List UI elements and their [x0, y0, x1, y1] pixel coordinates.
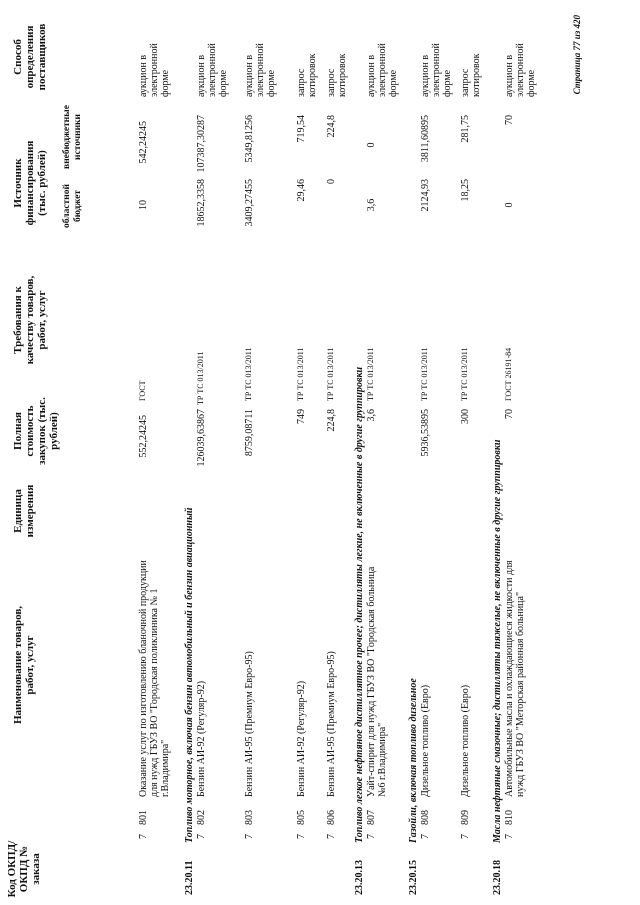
group-code: 23.20.11 — [184, 860, 195, 895]
row-method: аукцион в электронной форме — [504, 43, 537, 97]
page-number: Страница 77 из 420 — [572, 15, 582, 95]
row-cost: 300 — [460, 409, 471, 424]
row-code-b: 806 — [326, 810, 337, 825]
row-code-a: 7 — [460, 834, 471, 839]
header-extrabudget: внебюджетные источники — [62, 105, 83, 169]
row-code-a: 7 — [420, 834, 431, 839]
row-cost: 8759,08711 — [244, 409, 255, 457]
row-code-a: 7 — [244, 834, 255, 839]
row-code-b: 805 — [296, 810, 307, 825]
row-regional: 0 — [504, 202, 515, 208]
row-cost: 3,6 — [366, 409, 377, 422]
row-method: аукцион в электронной форме — [420, 43, 453, 97]
row-requirements: ТР ТС 013/2011 — [244, 347, 253, 401]
group-title: Газойли, включая топливо дизельное — [408, 678, 419, 843]
header-regional-budget: областной бюджет — [62, 184, 83, 228]
header-cost: Полная стоимость закупок (тыс. рублей) — [12, 397, 60, 465]
row-cost: 126039,63867 — [196, 409, 207, 467]
header-requirements: Требования к качеству товаров, работ, услуг — [12, 275, 48, 365]
group-title: Топливо легкое нефтяное дистиллятное прочее; дистилляты легкие, не включенные в другие группировки — [354, 366, 365, 843]
row-extra: 719,54 — [296, 115, 307, 143]
row-regional: 18,25 — [460, 179, 471, 202]
row-regional: 29,46 — [296, 179, 307, 202]
header-code: Код ОКПД/ ОКПД № заказа — [6, 840, 42, 898]
row-code-a: 7 — [296, 834, 307, 839]
row-name: Бензин АИ-95 (Премиум Евро-95) — [326, 651, 337, 797]
row-code-b: 807 — [366, 810, 377, 825]
row-method: аукцион в электронной форме — [366, 43, 399, 97]
row-name: Бензин АИ-92 (Регуляр-92) — [296, 680, 307, 797]
row-code-a: 7 — [504, 834, 515, 839]
row-regional: 10 — [138, 200, 149, 210]
group-code: 23.20.13 — [354, 860, 365, 895]
row-cost: 5936,53895 — [420, 409, 431, 457]
row-code-a: 7 — [196, 834, 207, 839]
header-method: Способ определения поставщиков — [12, 23, 48, 91]
row-name: Уайт-спирит для нужд ГБУЗ ВО "Городская больница №6 г.Владимира" — [366, 566, 388, 797]
row-cost: 70 — [504, 409, 515, 419]
row-name: Дизельное топливо (Евро) — [460, 684, 471, 797]
row-extra: 281,75 — [460, 115, 471, 143]
row-requirements: ГОСТ — [138, 380, 147, 401]
row-code-a: 7 — [326, 834, 337, 839]
row-code-a: 7 — [138, 834, 149, 839]
row-extra: 542,24245 — [138, 121, 149, 164]
row-code-b: 801 — [138, 810, 149, 825]
group-title: Масла нефтяные смазочные; дистилляты тяжелые, не включенные в другие группировки — [492, 439, 503, 843]
row-extra: 0 — [366, 142, 377, 148]
group-code: 23.20.15 — [408, 860, 419, 895]
row-requirements: ТР ТС 013/2011 — [196, 351, 205, 405]
row-name: Бензин АИ-95 (Премиум Евро-95) — [244, 651, 255, 797]
row-requirements: ТР ТС 013/2011 — [296, 347, 305, 401]
header-name: Наименование товаров, работ, услуг — [12, 605, 36, 725]
row-code-b: 808 — [420, 810, 431, 825]
row-extra: 5349,81256 — [244, 115, 255, 163]
row-requirements: ТР ТС 013/2011 — [326, 347, 335, 401]
row-code-b: 809 — [460, 810, 471, 825]
row-code-b: 803 — [244, 810, 255, 825]
row-regional: 18652,3358 — [196, 179, 207, 227]
row-regional: 0 — [326, 179, 337, 184]
row-name: Дизельное топливо (Евро) — [420, 684, 431, 797]
row-extra: 224,8 — [326, 115, 337, 138]
group-title: Топливо моторное, включая бензин автомобильный и бензин авиационный — [184, 507, 195, 843]
row-regional: 3409,27455 — [244, 179, 255, 227]
row-method: запрос котировок — [460, 53, 482, 97]
row-requirements: ГОСТ 26191-84 — [504, 347, 513, 401]
header-funding: Источник финансирования (тыс. рублей) — [12, 140, 48, 226]
row-extra: 107387,30287 — [196, 115, 207, 173]
row-name: Бензин АИ-92 (Регуляр-92) — [196, 680, 207, 797]
row-cost: 552,24245 — [138, 415, 149, 458]
row-cost: 224,8 — [326, 409, 337, 432]
row-requirements: ТР ТС 013/2011 — [420, 347, 429, 401]
row-requirements: ТР ТС 013/2011 — [460, 347, 469, 401]
row-cost: 749 — [296, 409, 307, 424]
header-unit: Единица измерения — [12, 484, 36, 538]
row-method: аукцион в электронной форме — [196, 43, 229, 97]
row-regional: 2124,93 — [420, 179, 431, 212]
row-method: запрос котировок — [326, 53, 348, 97]
row-method: запрос котировок — [296, 53, 318, 97]
row-code-b: 810 — [504, 810, 515, 825]
row-name: Оказание услуг по изготовлению бланочной продукции для нужд ГБУЗ ВО "Городская поликлиника № 1 г.Владимира" — [138, 560, 171, 797]
row-requirements: ТР ТС 013/2011 — [366, 347, 375, 401]
row-extra: 3811,60895 — [420, 115, 431, 163]
row-code-b: 802 — [196, 810, 207, 825]
row-regional: 3,6 — [366, 198, 377, 212]
row-extra: 70 — [504, 115, 515, 125]
row-method: аукцион в электронной форме — [244, 43, 277, 97]
group-code: 23.20.18 — [492, 860, 503, 895]
row-name: Автомобильные масла и охлаждающиеся жидкости для нужд ГБУЗ ВО "Меторская районная больница" — [504, 560, 526, 797]
row-code-a: 7 — [366, 834, 377, 839]
row-method: аукцион в электронной форме — [138, 43, 171, 97]
